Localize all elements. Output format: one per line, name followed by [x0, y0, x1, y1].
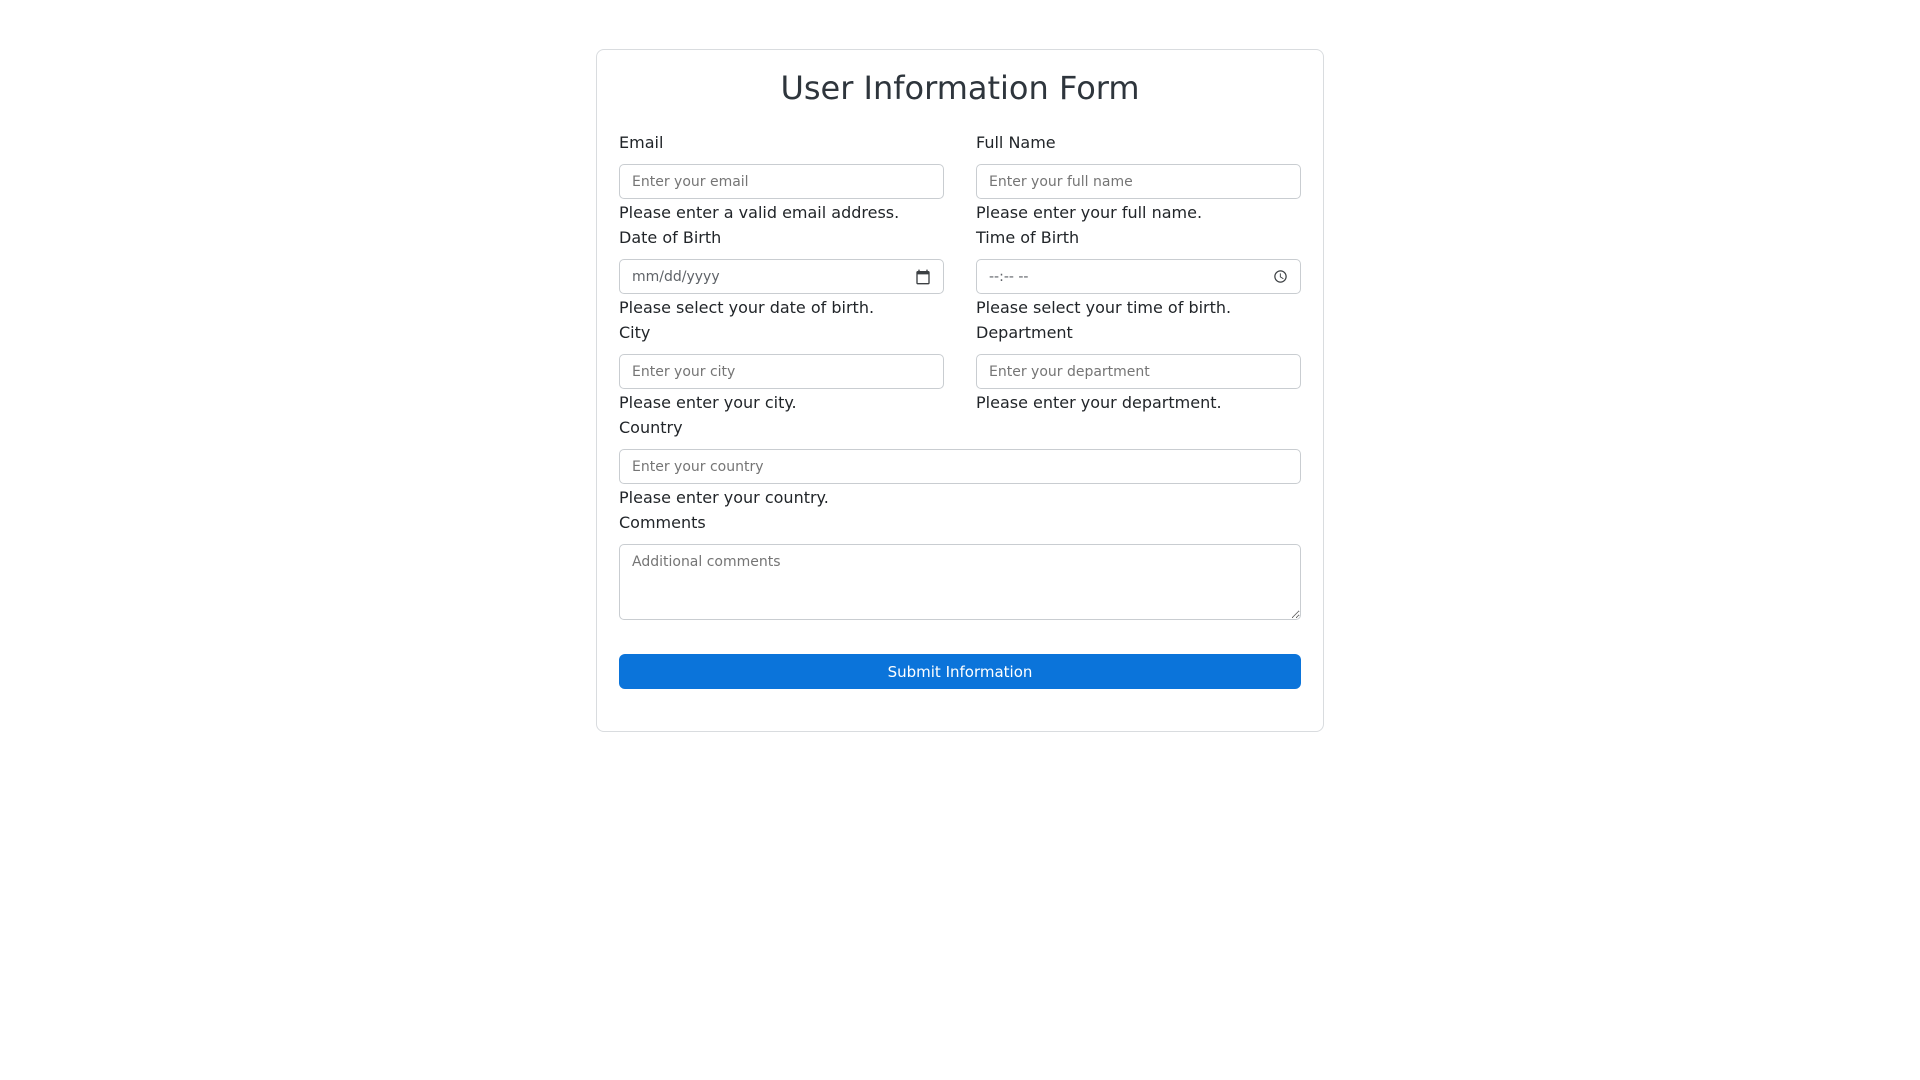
- full-name-field[interactable]: [976, 164, 1301, 199]
- department-field[interactable]: [976, 354, 1301, 389]
- field-full-name: [976, 133, 1301, 225]
- country-hint: Please enter your country.: [619, 488, 829, 507]
- email-field[interactable]: [619, 164, 944, 199]
- user-information-form: [619, 133, 1301, 689]
- time-of-birth-hint: Please select your time of birth.: [976, 298, 1232, 317]
- field-email: [619, 133, 944, 225]
- page-title: User Information Form: [780, 69, 1140, 107]
- date-of-birth-field[interactable]: [619, 259, 944, 294]
- field-department: [976, 323, 1301, 415]
- submit-button[interactable]: Submit Information: [619, 654, 1301, 689]
- email-label: Email: [619, 133, 664, 152]
- form-card: [596, 49, 1324, 732]
- field-city: [619, 323, 944, 415]
- full-name-hint: Please enter your full name.: [976, 203, 1203, 222]
- city-label: City: [619, 323, 651, 342]
- date-of-birth-label: Date of Birth: [619, 228, 722, 247]
- field-comments: [619, 513, 1301, 624]
- country-field[interactable]: [619, 449, 1301, 484]
- comments-label: Comments: [619, 513, 706, 532]
- clock-icon[interactable]: [1273, 269, 1288, 284]
- calendar-icon[interactable]: [915, 269, 931, 285]
- city-field[interactable]: [619, 354, 944, 389]
- field-date-of-birth: [619, 228, 944, 320]
- field-country: [619, 418, 1301, 510]
- comments-field[interactable]: [619, 544, 1301, 620]
- date-of-birth-hint: Please select your date of birth.: [619, 298, 875, 317]
- department-label: Department: [976, 323, 1073, 342]
- email-hint: Please enter a valid email address.: [619, 203, 900, 222]
- time-of-birth-label: Time of Birth: [976, 228, 1080, 247]
- time-placeholder-text: --:-- --: [989, 268, 1029, 285]
- time-of-birth-field[interactable]: [976, 259, 1301, 294]
- department-hint: Please enter your department.: [976, 393, 1222, 412]
- country-label: Country: [619, 418, 683, 437]
- city-hint: Please enter your city.: [619, 393, 797, 412]
- date-placeholder-text: mm/dd/yyyy: [632, 268, 720, 285]
- full-name-label: Full Name: [976, 133, 1056, 152]
- field-time-of-birth: [976, 228, 1301, 320]
